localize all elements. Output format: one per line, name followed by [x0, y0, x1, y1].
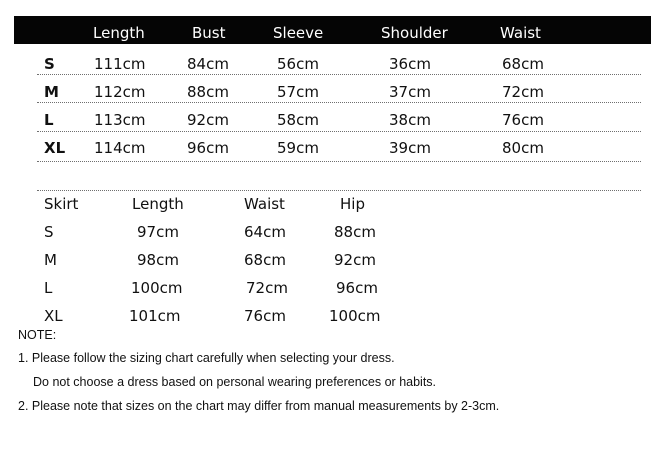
shoulder-value: 36cm [389, 55, 431, 73]
bust-value: 88cm [187, 83, 229, 101]
length-value: 113cm [94, 111, 146, 129]
sleeve-value: 56cm [277, 55, 319, 73]
sleeve-value: 59cm [277, 139, 319, 157]
length-value: 114cm [94, 139, 146, 157]
waist-value: 68cm [244, 251, 286, 269]
row-divider [37, 74, 641, 75]
hip-value: 92cm [334, 251, 376, 269]
size-label: L [44, 279, 53, 297]
sleeve-value: 57cm [277, 83, 319, 101]
size-label: S [44, 55, 55, 73]
header-length: Length [132, 195, 184, 213]
note-line-2: Do not choose a dress based on personal wearing preferences or habits. [33, 375, 437, 389]
header-length: Length [93, 24, 145, 42]
length-value: 112cm [94, 83, 146, 101]
length-value: 97cm [137, 223, 179, 241]
row-divider [37, 102, 641, 103]
header-waist: Waist [500, 24, 541, 42]
size-label: XL [44, 307, 63, 325]
size-label: L [44, 111, 54, 129]
note-line-3: 2. Please note that sizes on the chart may differ from manual measurements by 2-3cm. [18, 399, 500, 413]
section-divider [37, 190, 641, 191]
length-value: 98cm [137, 251, 179, 269]
header-waist: Waist [244, 195, 285, 213]
header-bust: Bust [192, 24, 226, 42]
waist-value: 76cm [244, 307, 286, 325]
row-divider [37, 161, 641, 162]
shoulder-value: 37cm [389, 83, 431, 101]
sleeve-value: 58cm [277, 111, 319, 129]
hip-value: 96cm [336, 279, 378, 297]
length-value: 100cm [131, 279, 183, 297]
shoulder-value: 39cm [389, 139, 431, 157]
dress-table-header [14, 16, 651, 44]
bust-value: 84cm [187, 55, 229, 73]
waist-value: 68cm [502, 55, 544, 73]
size-label: M [44, 83, 59, 101]
shoulder-value: 38cm [389, 111, 431, 129]
row-divider [37, 131, 641, 132]
bust-value: 92cm [187, 111, 229, 129]
hip-value: 88cm [334, 223, 376, 241]
header-shoulder: Shoulder [381, 24, 448, 42]
header-skirt: Skirt [44, 195, 79, 213]
waist-value: 64cm [244, 223, 286, 241]
size-label: S [44, 223, 54, 241]
waist-value: 72cm [246, 279, 288, 297]
size-label: M [44, 251, 57, 269]
bust-value: 96cm [187, 139, 229, 157]
waist-value: 72cm [502, 83, 544, 101]
header-hip: Hip [340, 195, 365, 213]
note-line-1: 1. Please follow the sizing chart carefully when selecting your dress. [18, 351, 395, 365]
waist-value: 76cm [502, 111, 544, 129]
header-sleeve: Sleeve [273, 24, 324, 42]
length-value: 111cm [94, 55, 146, 73]
length-value: 101cm [129, 307, 181, 325]
note-title: NOTE: [18, 328, 57, 342]
size-label: XL [44, 139, 66, 157]
hip-value: 100cm [329, 307, 381, 325]
waist-value: 80cm [502, 139, 544, 157]
